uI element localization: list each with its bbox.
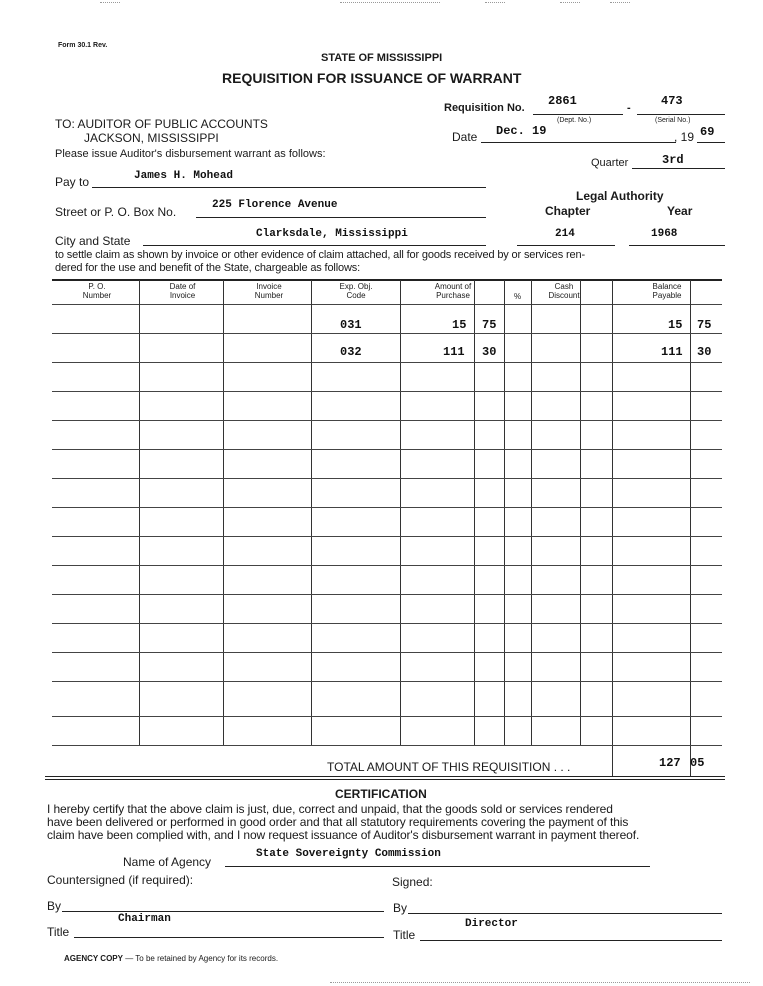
- street-label: Street or P. O. Box No.: [55, 205, 177, 219]
- quarter-label: Quarter: [591, 157, 629, 169]
- col-divider: [139, 280, 140, 746]
- form-number: Form 30.1 Rev.: [58, 42, 108, 49]
- street-value: 225 Florence Avenue: [212, 199, 338, 211]
- certification-title: CERTIFICATION: [335, 787, 427, 801]
- title-line-right: [420, 940, 722, 941]
- header-balance: Balance Payable: [652, 282, 682, 300]
- scan-artifact: [340, 2, 440, 3]
- addressee-line2: JACKSON, MISSISSIPPI: [84, 131, 219, 145]
- by-label-left: By: [47, 899, 62, 913]
- total-double-rule-top: [45, 776, 725, 777]
- col-divider: [580, 280, 581, 746]
- agency-label: Name of Agency: [123, 855, 212, 869]
- serial-no-value: 473: [661, 94, 683, 108]
- row-rule: [52, 478, 722, 479]
- quarter-value: 3rd: [662, 153, 684, 167]
- table-row-2-amount-cents: 30: [482, 345, 497, 359]
- row-rule: [52, 652, 722, 653]
- col-divider: [311, 280, 312, 746]
- table-row-1-exp-code: 031: [340, 318, 362, 332]
- total-dollars: 127: [659, 756, 681, 770]
- date-label: Date: [452, 130, 478, 144]
- header-invoice: Invoice Number: [254, 282, 284, 300]
- settle-text-line1: to settle claim as shown by invoice or other evidence of claim attached, all for goods received by or services ren-: [55, 249, 585, 261]
- header-cash-discount: Cash Discount: [548, 282, 580, 300]
- year-label: Year: [667, 204, 693, 218]
- date-value: Dec. 19: [496, 124, 547, 138]
- col-divider: [612, 280, 613, 776]
- agency-value: State Sovereignty Commission: [256, 848, 441, 860]
- col-divider: [531, 280, 532, 746]
- scan-artifact: [330, 982, 750, 983]
- header-exp-code: Exp. Obj. Code: [339, 282, 373, 300]
- total-cents: 05: [690, 756, 705, 770]
- row-rule: [52, 507, 722, 508]
- row-rule: [52, 391, 722, 392]
- instruction-text: Please issue Auditor's disbursement warrant as follows:: [55, 148, 326, 160]
- chapter-value: 214: [555, 228, 575, 240]
- form-title: REQUISITION FOR ISSUANCE OF WARRANT: [222, 70, 522, 86]
- chapter-line: [517, 245, 615, 246]
- addressee-line1: TO: AUDITOR OF PUBLIC ACCOUNTS: [55, 117, 268, 131]
- table-row-2-exp-code: 032: [340, 345, 362, 359]
- settle-text-line2: dered for the use and benefit of the State, chargeable as follows:: [55, 262, 361, 274]
- col-divider: [223, 280, 224, 746]
- row-rule: [52, 333, 722, 334]
- table-top-rule: [52, 279, 722, 281]
- certification-line1: I hereby certify that the above claim is just, due, correct and unpaid, that the goods sold or services rendered: [47, 802, 613, 816]
- row-rule: [52, 716, 722, 717]
- scan-artifact: [100, 2, 120, 3]
- row-rule: [52, 449, 722, 450]
- date-year-prefix: , 19: [674, 130, 695, 144]
- signed-label: Signed:: [392, 875, 433, 889]
- requisition-label: Requisition No.: [444, 102, 525, 114]
- dept-no-line: [533, 114, 623, 115]
- year-line: [629, 245, 725, 246]
- city-value: Clarksdale, Mississippi: [256, 228, 408, 240]
- certification-line3: claim have been complied with, and I now request issuance of Auditor's disbursement warrant in payment thereof.: [47, 828, 640, 842]
- state-heading: STATE OF MISSISSIPPI: [321, 52, 443, 64]
- quarter-line: [632, 168, 725, 169]
- title-value-right: Director: [465, 918, 518, 930]
- header-date: Date of Invoice: [169, 282, 196, 300]
- scan-artifact: [485, 2, 505, 3]
- header-po: P. O. Number: [82, 282, 112, 300]
- scan-artifact: [610, 2, 630, 3]
- total-label: TOTAL AMOUNT OF THIS REQUISITION . . .: [327, 760, 571, 774]
- table-row-2-amount-dollars: 111: [443, 345, 465, 359]
- year-value: 1968: [651, 228, 678, 240]
- agency-copy-note: — To be retained by Agency for its records.: [125, 954, 279, 963]
- row-rule: [52, 420, 722, 421]
- header-amount: Amount of Purchase: [434, 282, 472, 300]
- col-divider: [690, 280, 691, 776]
- col-divider: [504, 280, 505, 746]
- row-rule: [52, 565, 722, 566]
- total-double-rule-bottom: [45, 779, 725, 780]
- dept-no-value: 2861: [548, 94, 577, 108]
- serial-no-line: [637, 114, 725, 115]
- table-row-1-balance-dollars: 15: [668, 318, 683, 332]
- footer: [64, 954, 278, 963]
- chapter-label: Chapter: [545, 204, 591, 218]
- scan-artifact: [560, 2, 580, 3]
- table-row-2-balance-cents: 30: [697, 345, 712, 359]
- dept-no-caption: (Dept. No.): [557, 117, 592, 124]
- pay-to-label: Pay to: [55, 175, 90, 189]
- row-rule: [52, 362, 722, 363]
- agency-line: [225, 866, 650, 867]
- by-label-right: By: [393, 901, 408, 915]
- date-year-line: [697, 142, 725, 143]
- city-label: City and State: [55, 234, 131, 248]
- pay-to-line: [92, 187, 486, 188]
- date-year-value: 69: [700, 125, 715, 139]
- row-rule: [52, 594, 722, 595]
- legal-authority-label: Legal Authority: [576, 189, 664, 203]
- by-line-left: [62, 911, 384, 912]
- title-value-left: Chairman: [118, 913, 171, 925]
- date-line: [481, 142, 676, 143]
- row-rule: [52, 536, 722, 537]
- table-row-1-balance-cents: 75: [697, 318, 712, 332]
- row-rule: [52, 623, 722, 624]
- title-label-right: Title: [393, 928, 416, 942]
- requisition-dash: -: [627, 102, 631, 114]
- table-header-rule: [52, 304, 722, 305]
- countersigned-label: Countersigned (if required):: [47, 873, 194, 887]
- agency-copy-label: AGENCY COPY: [64, 954, 123, 963]
- title-line-left: [74, 937, 384, 938]
- street-line: [196, 217, 486, 218]
- header-percent: %: [513, 292, 522, 301]
- table-row-2-balance-dollars: 111: [661, 345, 683, 359]
- table-row-1-amount-dollars: 15: [452, 318, 467, 332]
- by-line-right: [408, 913, 722, 914]
- col-divider: [400, 280, 401, 746]
- pay-to-value: James H. Mohead: [134, 170, 234, 182]
- title-label-left: Title: [47, 925, 70, 939]
- table-bottom-rule: [52, 745, 722, 746]
- city-line: [143, 245, 486, 246]
- row-rule: [52, 681, 722, 682]
- certification-line2: have been delivered or performed in good order and that all statutory requirements covering the payment of this: [47, 815, 629, 829]
- col-divider: [474, 280, 475, 746]
- serial-no-caption: (Serial No.): [655, 117, 691, 124]
- table-row-1-amount-cents: 75: [482, 318, 497, 332]
